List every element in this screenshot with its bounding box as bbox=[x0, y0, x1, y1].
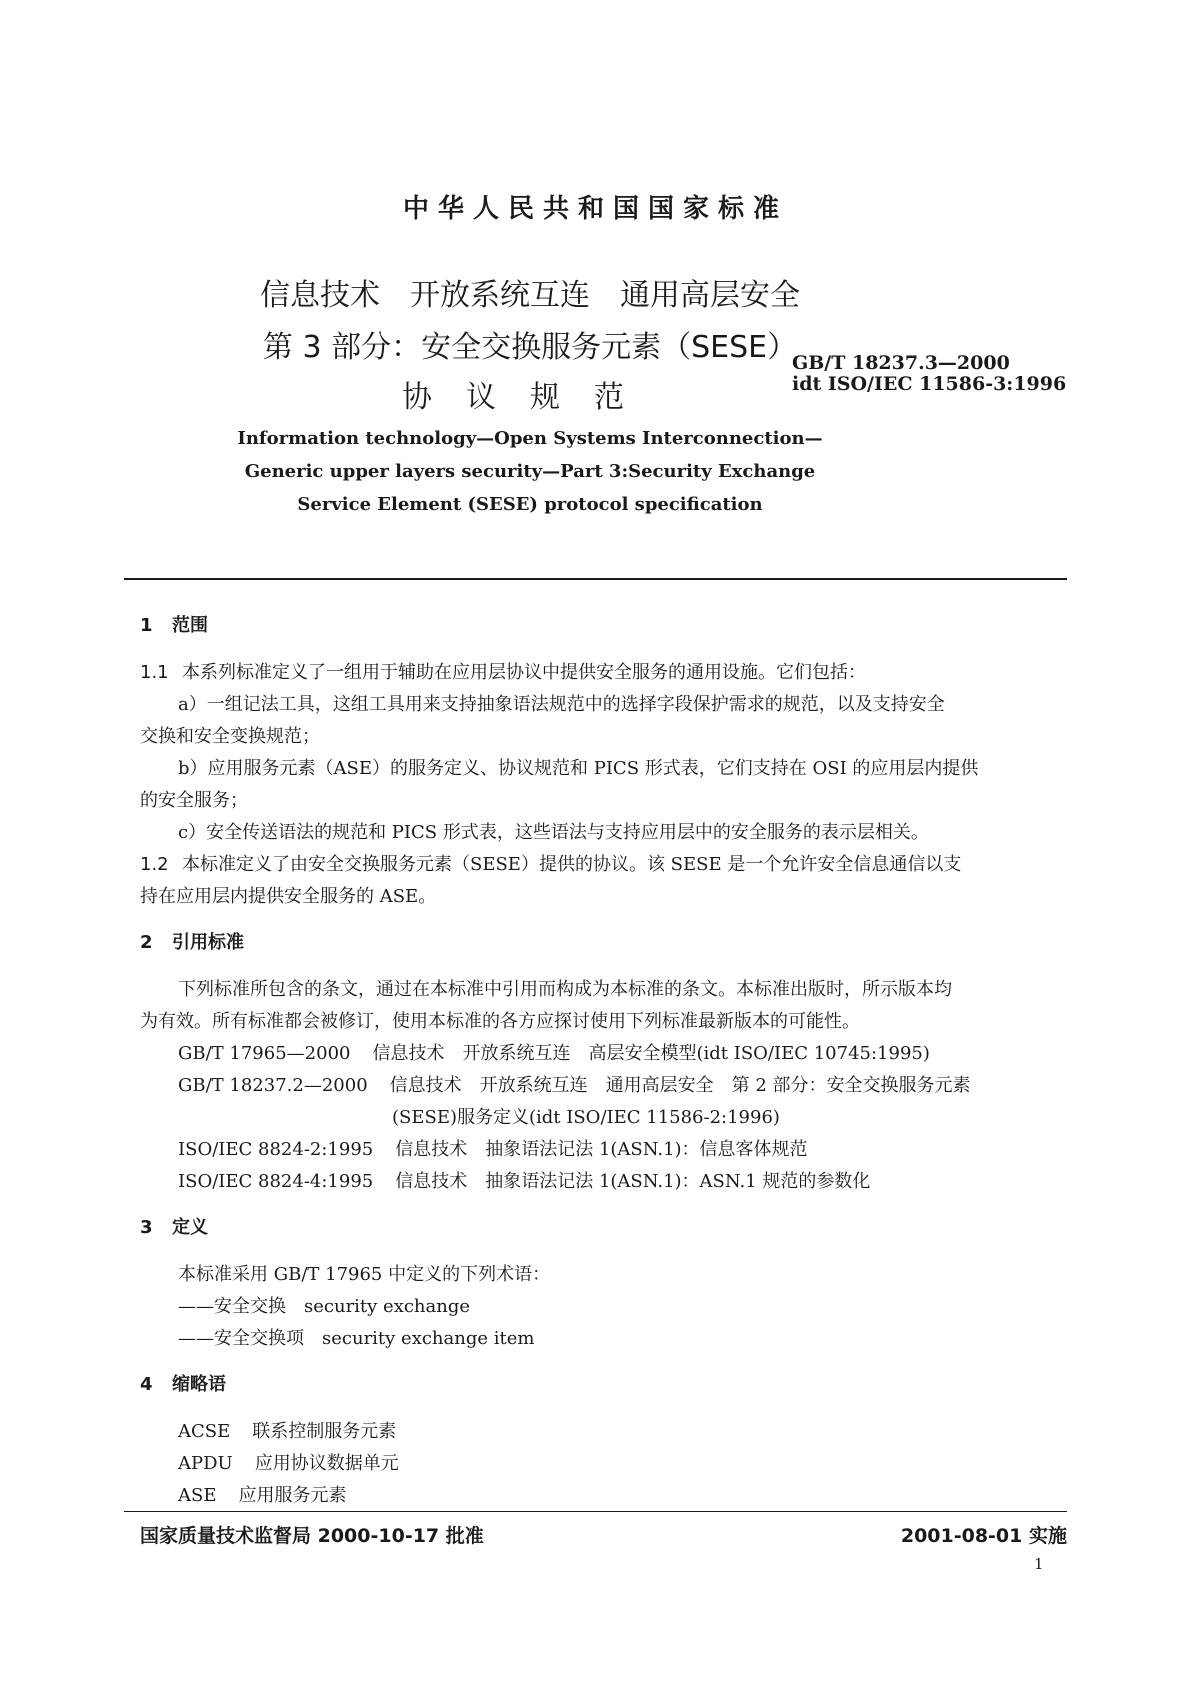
reference-code: ISO/IEC 8824-2:1995 bbox=[178, 1139, 374, 1160]
reference-title: 信息技术 开放系统互连 高层安全模型(idt ISO/IEC 10745:1995) bbox=[372, 1043, 930, 1064]
abbreviation: ACSE bbox=[178, 1421, 231, 1442]
header-divider bbox=[124, 578, 1067, 580]
section-title: 范围 bbox=[172, 615, 208, 636]
section-title: 缩略语 bbox=[172, 1374, 226, 1395]
section-3-intro: 本标准采用 GB/T 17965 中定义的下列术语： bbox=[178, 1264, 551, 1285]
footer-divider bbox=[124, 1511, 1067, 1512]
national-standard-heading: 中华人民共和国国家标准 bbox=[402, 194, 788, 224]
english-title-line-2: Generic upper layers security—Part 3:Security Exchange bbox=[244, 461, 816, 482]
paragraph-1-2 bbox=[140, 850, 961, 876]
section-4-heading bbox=[140, 1370, 226, 1396]
term-item: ——安全交换 security exchange bbox=[178, 1296, 471, 1317]
abbreviation: APDU bbox=[178, 1453, 233, 1474]
item-b-line-1: b）应用服务元素（ASE）的服务定义、协议规范和 PICS 形式表，它们支持在 OSI 的应用层内提供 bbox=[178, 758, 979, 779]
section-number: 4 bbox=[140, 1374, 153, 1395]
title-line-1: 信息技术 开放系统互连 通用高层安全 bbox=[260, 278, 800, 313]
title-line-3: 协议规范 bbox=[402, 380, 658, 415]
reference-title: 信息技术 抽象语法记法 1(ASN.1)：ASN.1 规范的参数化 bbox=[395, 1171, 871, 1192]
abbreviation-meaning: 应用服务元素 bbox=[238, 1485, 347, 1506]
abbreviation-item bbox=[178, 1481, 346, 1507]
section-title: 定义 bbox=[172, 1217, 208, 1238]
paragraph-1-1 bbox=[140, 658, 866, 684]
item-a-line-1: a）一组记法工具，这组工具用来支持抽象语法规范中的选择字段保护需求的规范，以及支持安全 bbox=[178, 694, 945, 715]
paragraph-1-2-line-2: 持在应用层内提供安全服务的 ASE。 bbox=[140, 886, 437, 907]
reference-code: GB/T 17965—2000 bbox=[178, 1043, 351, 1064]
item-a-line-2: 交换和安全变换规范； bbox=[140, 726, 320, 747]
section-title: 引用标准 bbox=[172, 932, 244, 953]
standard-code: GB/T 18237.3—2000 bbox=[792, 352, 1010, 374]
approval-date: 国家质量技术监督局 2000-10-17 批准 bbox=[140, 1525, 484, 1547]
reference-continuation: (SESE)服务定义(idt ISO/IEC 11586-2:1996) bbox=[392, 1107, 780, 1128]
english-title-line-3: Service Element (SESE) protocol specification bbox=[297, 494, 763, 515]
idt-code: idt ISO/IEC 11586-3:1996 bbox=[792, 373, 1067, 395]
page-number: 1 bbox=[1034, 1555, 1044, 1573]
term-item: ——安全交换项 security exchange item bbox=[178, 1328, 535, 1349]
abbreviation-meaning: 应用协议数据单元 bbox=[254, 1453, 399, 1474]
abbreviation: ASE bbox=[178, 1485, 217, 1506]
reference-code: ISO/IEC 8824-4:1995 bbox=[178, 1171, 374, 1192]
paragraph-number: 1.1 bbox=[140, 662, 169, 683]
title-line-2: 第 3 部分：安全交换服务元素（SESE） bbox=[262, 330, 798, 365]
reference-title: 信息技术 抽象语法记法 1(ASN.1)：信息客体规范 bbox=[395, 1139, 808, 1160]
reference-item bbox=[178, 1039, 930, 1065]
english-title-line-1: Information technology—Open Systems Interconnection— bbox=[237, 428, 823, 449]
paragraph-number: 1.2 bbox=[140, 854, 169, 875]
reference-code: GB/T 18237.2—2000 bbox=[178, 1075, 368, 1096]
section-2-intro-line-1: 下列标准所包含的条文，通过在本标准中引用而构成为本标准的条文。本标准出版时，所示版本均 bbox=[178, 979, 952, 1000]
section-3-heading bbox=[140, 1213, 208, 1239]
reference-item bbox=[178, 1167, 870, 1193]
abbreviation-item bbox=[178, 1417, 396, 1443]
section-2-heading bbox=[140, 928, 244, 954]
section-number: 3 bbox=[140, 1217, 153, 1238]
section-number: 1 bbox=[140, 615, 153, 636]
reference-item bbox=[178, 1135, 808, 1161]
section-1-heading bbox=[140, 611, 208, 637]
paragraph-text: 本系列标准定义了一组用于辅助在应用层协议中提供安全服务的通用设施。它们包括： bbox=[182, 662, 866, 683]
section-number: 2 bbox=[140, 932, 153, 953]
reference-item bbox=[178, 1071, 971, 1097]
section-2-intro-line-2: 为有效。所有标准都会被修订，使用本标准的各方应探讨使用下列标准最新版本的可能性。 bbox=[140, 1011, 860, 1032]
reference-title: 信息技术 开放系统互连 通用高层安全 第 2 部分：安全交换服务元素 bbox=[389, 1075, 971, 1096]
item-b-line-2: 的安全服务； bbox=[140, 790, 248, 811]
paragraph-text: 本标准定义了由安全交换服务元素（SESE）提供的协议。该 SESE 是一个允许安全信息通信以支 bbox=[182, 854, 962, 875]
item-c-line-1: c）安全传送语法的规范和 PICS 形式表，这些语法与支持应用层中的安全服务的表示层相关。 bbox=[178, 822, 929, 843]
abbreviation-item bbox=[178, 1449, 399, 1475]
implementation-date: 2001-08-01 实施 bbox=[900, 1525, 1067, 1547]
abbreviation-meaning: 联系控制服务元素 bbox=[252, 1421, 397, 1442]
